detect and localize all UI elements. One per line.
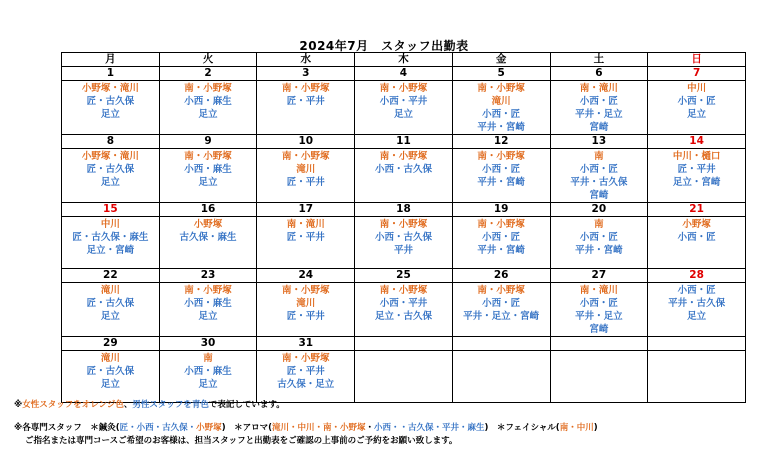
staff-line: 匠・平井 xyxy=(677,164,716,175)
staff-line: 南・小野塚 xyxy=(379,285,428,296)
staff-line: 小西・古久保 xyxy=(374,232,432,243)
staff-line: 滝川 xyxy=(296,164,316,175)
page-title: 2024年7月 スタッフ出勤表 xyxy=(299,39,469,53)
staff-line: 中川 xyxy=(687,83,707,94)
day-staff-cell xyxy=(62,81,160,135)
day-number: 7 xyxy=(648,67,746,81)
staff-line: 小西・麻生 xyxy=(184,298,232,309)
note-segment: 滝川・中川・南・小野塚 xyxy=(271,423,366,433)
staff-line: 足立・宮崎 xyxy=(672,177,721,188)
day-number: 13 xyxy=(550,135,648,149)
staff-line: 小西・匠 xyxy=(677,285,716,296)
day-number: 15 xyxy=(62,203,160,217)
day-staff-cell xyxy=(257,351,355,403)
day-staff-cell xyxy=(257,81,355,135)
weekday-mon: 月 xyxy=(62,53,160,67)
note-segment: で表記しています。 xyxy=(208,400,285,410)
day-staff-cell xyxy=(257,217,355,269)
staff-line: 古久保・足立 xyxy=(277,379,335,390)
day-staff-cell xyxy=(452,217,550,269)
day-number xyxy=(550,337,648,351)
staff-line: 匠・古久保・麻生 xyxy=(72,232,149,243)
staff-line: 平井・宮崎 xyxy=(477,245,525,256)
note-segment: ・ xyxy=(365,423,374,433)
week-staff-row xyxy=(62,351,746,403)
staff-line: 南・小野塚 xyxy=(184,285,232,296)
day-staff-cell xyxy=(62,149,160,203)
staff-line: 南・小野塚 xyxy=(184,151,232,162)
staff-line: 足立 xyxy=(198,109,218,120)
day-staff-cell xyxy=(550,217,648,269)
day-staff-cell xyxy=(159,217,257,269)
day-number: 14 xyxy=(648,135,746,149)
day-number: 25 xyxy=(355,269,453,283)
weekday-sun: 日 xyxy=(648,53,746,67)
note-segment: ) ＊アロマ( xyxy=(221,423,272,433)
note-segment: ※ xyxy=(14,400,23,410)
staff-line: 南・小野塚 xyxy=(379,151,428,162)
staff-line: 小野塚 xyxy=(682,219,711,230)
note-segment: ) ＊フェイシャル( xyxy=(484,423,560,433)
day-staff-cell xyxy=(648,351,746,403)
week-staff-row xyxy=(62,283,746,337)
day-number: 3 xyxy=(257,67,355,81)
staff-line: 滝川 xyxy=(100,353,120,364)
day-number: 16 xyxy=(159,203,257,217)
staff-line: 南・滝川 xyxy=(286,219,325,230)
staff-line: 南 xyxy=(594,219,604,230)
staff-line: 小野塚・滝川 xyxy=(81,83,139,94)
day-staff-cell xyxy=(648,81,746,135)
staff-line: 平井・足立 xyxy=(575,109,623,120)
staff-line: 南・滝川 xyxy=(579,83,618,94)
weekday-wed: 水 xyxy=(257,53,355,67)
staff-line: 小西・古久保 xyxy=(374,164,432,175)
day-number: 11 xyxy=(355,135,453,149)
weekday-thu: 木 xyxy=(355,53,453,67)
staff-line: 宮崎 xyxy=(589,122,609,133)
staff-line: 平井・宮崎 xyxy=(477,122,525,133)
day-number: 23 xyxy=(159,269,257,283)
staff-line: 小西・匠 xyxy=(579,96,618,107)
day-staff-cell xyxy=(550,81,648,135)
day-number: 28 xyxy=(648,269,746,283)
staff-line: 平井・古久保 xyxy=(570,177,628,188)
day-staff-cell xyxy=(452,283,550,337)
staff-line: 南・小野塚 xyxy=(184,83,232,94)
staff-line: 南・小野塚 xyxy=(282,83,330,94)
day-staff-cell xyxy=(62,351,160,403)
staff-line: 宮崎 xyxy=(589,190,609,201)
day-number: 10 xyxy=(257,135,355,149)
staff-line: 小西・麻生 xyxy=(184,96,232,107)
day-number: 9 xyxy=(159,135,257,149)
staff-line: 中川・樋口 xyxy=(672,151,721,162)
staff-line: 足立 xyxy=(100,379,120,390)
staff-line: 南・小野塚 xyxy=(282,151,330,162)
day-staff-cell xyxy=(550,283,648,337)
staff-line: 足立 xyxy=(100,177,120,188)
staff-line: 匠・古久保 xyxy=(86,96,135,107)
staff-line: 南・小野塚 xyxy=(477,83,525,94)
staff-line: 足立 xyxy=(198,177,218,188)
staff-line: 小西・匠 xyxy=(482,164,521,175)
staff-line: 小西・匠 xyxy=(677,232,716,243)
staff-line: 小西・平井 xyxy=(379,298,428,309)
staff-line: 小西・匠 xyxy=(677,96,716,107)
staff-line: 匠・平井 xyxy=(286,96,325,107)
staff-line: 南・小野塚 xyxy=(282,353,330,364)
day-staff-cell xyxy=(159,351,257,403)
week-staff-row xyxy=(62,149,746,203)
staff-line: 足立 xyxy=(687,109,707,120)
schedule-calendar xyxy=(61,52,746,403)
staff-line: 南・小野塚 xyxy=(477,151,525,162)
day-staff-cell xyxy=(159,81,257,135)
day-number: 12 xyxy=(452,135,550,149)
staff-line: 匠・平井 xyxy=(286,232,325,243)
staff-line: 南・小野塚 xyxy=(282,285,330,296)
day-number: 26 xyxy=(452,269,550,283)
staff-line: 南 xyxy=(203,353,213,364)
note-segment: 女性スタッフをオレンジ色 xyxy=(22,400,124,410)
staff-line: 小西・匠 xyxy=(482,232,521,243)
reservation-note: ご指名または専門コースご希望のお客様は、担当スタッフと出勤表をご確認の上事前のご予約をお願い致します。 xyxy=(25,436,458,446)
staff-line: 小西・平井 xyxy=(379,96,428,107)
day-staff-cell xyxy=(62,283,160,337)
weekday-header-row xyxy=(62,53,746,67)
staff-line: 足立 xyxy=(198,311,218,322)
week-date-row xyxy=(62,203,746,217)
day-number: 24 xyxy=(257,269,355,283)
staff-line: 滝川 xyxy=(491,96,511,107)
day-number: 17 xyxy=(257,203,355,217)
day-staff-cell xyxy=(648,217,746,269)
week-staff-row xyxy=(62,81,746,135)
staff-line: 足立 xyxy=(687,311,707,322)
day-number xyxy=(648,337,746,351)
weekday-tue: 火 xyxy=(159,53,257,67)
staff-line: 小西・匠 xyxy=(579,164,618,175)
day-number: 29 xyxy=(62,337,160,351)
week-date-row xyxy=(62,337,746,351)
staff-line: 足立 xyxy=(100,311,120,322)
staff-line: 小西・麻生 xyxy=(184,366,232,377)
day-number: 27 xyxy=(550,269,648,283)
staff-line: 小野塚 xyxy=(193,219,223,230)
day-number xyxy=(355,337,453,351)
note-segment: 匠・小西・古久保・ xyxy=(119,423,197,433)
weekday-sat: 土 xyxy=(550,53,648,67)
day-staff-cell xyxy=(257,283,355,337)
day-staff-cell xyxy=(159,283,257,337)
staff-line: 足立 xyxy=(393,109,413,120)
staff-line: 南・小野塚 xyxy=(477,219,525,230)
day-number: 1 xyxy=(62,67,160,81)
day-staff-cell xyxy=(355,81,453,135)
day-staff-cell xyxy=(648,283,746,337)
day-staff-cell xyxy=(159,149,257,203)
staff-line: 小西・匠 xyxy=(579,298,618,309)
day-staff-cell xyxy=(62,217,160,269)
staff-line: 南・小野塚 xyxy=(477,285,525,296)
staff-line: 小西・匠 xyxy=(579,232,618,243)
day-staff-cell xyxy=(355,217,453,269)
staff-line: 平井 xyxy=(393,245,413,256)
staff-line: 平井・足立 xyxy=(575,311,623,322)
staff-line: 足立・宮崎 xyxy=(86,245,135,256)
staff-line: 南・小野塚 xyxy=(379,219,428,230)
staff-line: 匠・古久保 xyxy=(86,366,135,377)
day-number: 6 xyxy=(550,67,648,81)
staff-line: 小西・匠 xyxy=(482,298,521,309)
week-date-row xyxy=(62,67,746,81)
day-number: 20 xyxy=(550,203,648,217)
note-segment: 小野塚 xyxy=(196,423,222,433)
day-number: 18 xyxy=(355,203,453,217)
staff-line: 匠・古久保 xyxy=(86,164,135,175)
staff-line: 足立 xyxy=(100,109,120,120)
day-number: 19 xyxy=(452,203,550,217)
staff-line: 平井・足立・宮崎 xyxy=(463,311,540,322)
day-number: 30 xyxy=(159,337,257,351)
note-segment: 小西・・古久保・平井・麻生 xyxy=(374,423,485,433)
note-segment: ※各専門スタッフ ＊鍼灸( xyxy=(14,423,120,433)
staff-line: 足立・古久保 xyxy=(374,311,432,322)
day-staff-cell xyxy=(355,149,453,203)
staff-line: 平井・古久保 xyxy=(668,298,726,309)
day-staff-cell xyxy=(452,81,550,135)
color-legend-note xyxy=(14,398,285,410)
staff-line: 滝川 xyxy=(100,285,120,296)
staff-line: 滝川 xyxy=(296,298,316,309)
day-number xyxy=(452,337,550,351)
staff-line: 南 xyxy=(594,151,604,162)
day-staff-cell xyxy=(452,351,550,403)
day-number: 8 xyxy=(62,135,160,149)
note-segment: 南・中川 xyxy=(559,423,594,433)
day-number: 4 xyxy=(355,67,453,81)
day-staff-cell xyxy=(257,149,355,203)
staff-line: 中川 xyxy=(100,219,120,230)
staff-line: 平井・宮崎 xyxy=(477,177,525,188)
day-number: 2 xyxy=(159,67,257,81)
week-date-row xyxy=(62,269,746,283)
day-staff-cell xyxy=(550,149,648,203)
staff-line: 匠・古久保 xyxy=(86,298,135,309)
weekday-fri: 金 xyxy=(452,53,550,67)
staff-line: 古久保・麻生 xyxy=(179,232,237,243)
week-staff-row xyxy=(62,217,746,269)
staff-line: 匠・平井 xyxy=(286,177,325,188)
staff-line: 平井・宮崎 xyxy=(575,245,623,256)
staff-line: 宮崎 xyxy=(589,324,609,335)
day-number: 22 xyxy=(62,269,160,283)
week-date-row xyxy=(62,135,746,149)
note-segment: 、 xyxy=(123,400,133,410)
specialist-staff-note xyxy=(14,421,598,433)
day-staff-cell xyxy=(355,283,453,337)
staff-line: 南・滝川 xyxy=(579,285,618,296)
staff-line: 匠・平井 xyxy=(286,311,325,322)
day-staff-cell xyxy=(452,149,550,203)
staff-line: 南・小野塚 xyxy=(379,83,428,94)
staff-line: 匠・平井 xyxy=(286,366,325,377)
note-segment: 男性スタッフを青色 xyxy=(132,400,209,410)
staff-line: 小野塚・滝川 xyxy=(81,151,139,162)
day-number: 31 xyxy=(257,337,355,351)
day-number: 5 xyxy=(452,67,550,81)
day-staff-cell xyxy=(355,351,453,403)
day-number: 21 xyxy=(648,203,746,217)
staff-line: 小西・匠 xyxy=(482,109,521,120)
note-segment: ) xyxy=(593,423,598,433)
staff-line: 足立 xyxy=(198,379,218,390)
staff-line: 小西・麻生 xyxy=(184,164,232,175)
day-staff-cell xyxy=(550,351,648,403)
day-staff-cell xyxy=(648,149,746,203)
